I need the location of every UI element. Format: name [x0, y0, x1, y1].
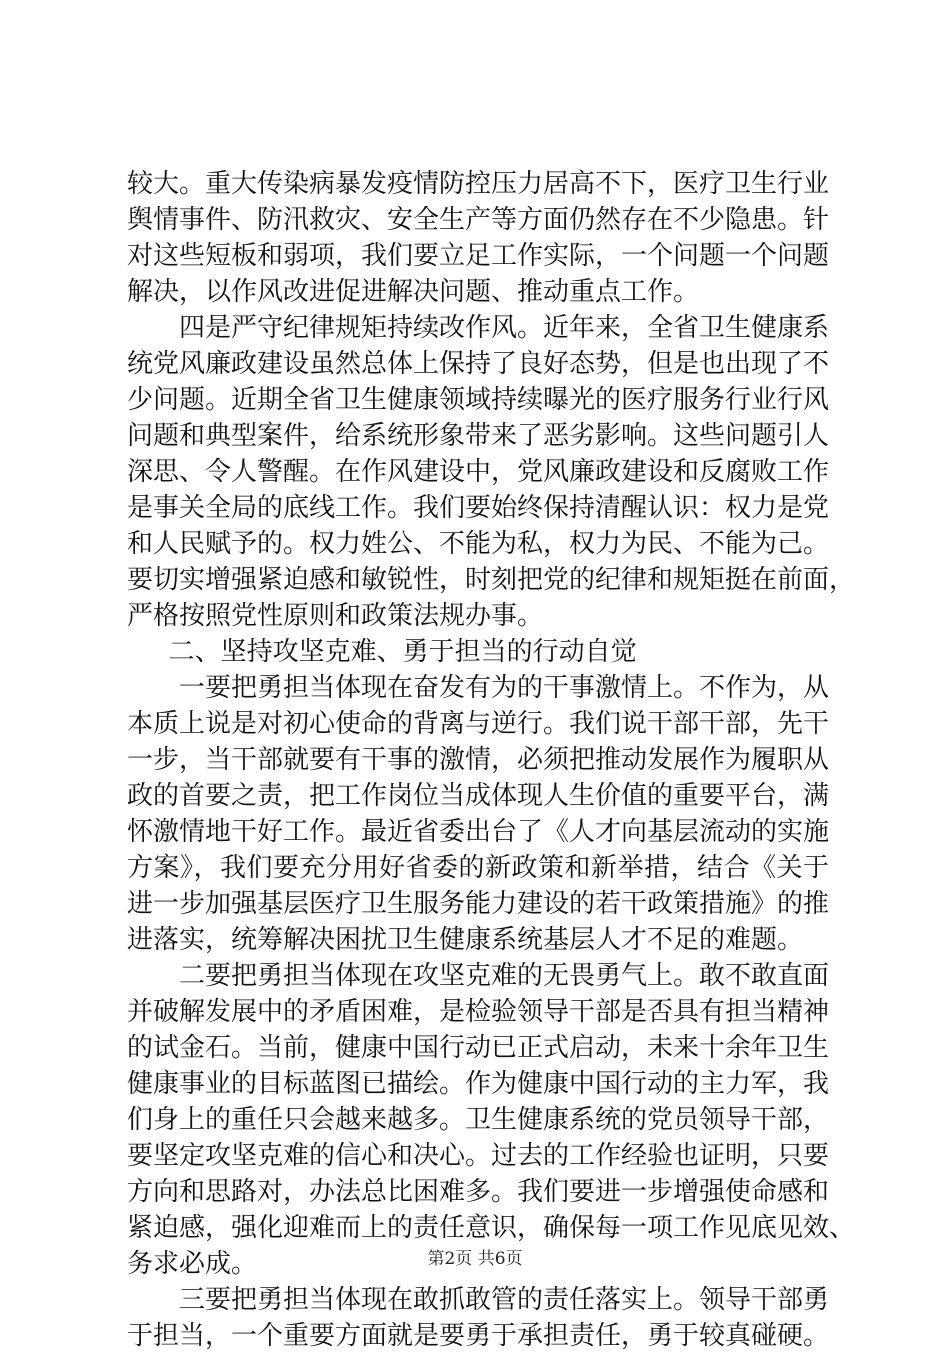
text-line: 的试金石。当前，健康中国行动已正式启动，未来十余年卫生: [127, 1033, 830, 1063]
text-line: 四是严守纪律规矩持续改作风。近年来，全省卫生健康系: [179, 313, 830, 343]
text-line: 紧迫感，强化迎难而上的责任意识，确保每一项工作见底见效、: [127, 1213, 856, 1243]
text-line: 二要把勇担当体现在攻坚克难的无畏勇气上。敢不敢直面: [179, 961, 830, 991]
text-line: 方案》，我们要充分用好省委的新政策和新举措，结合《关于: [127, 853, 829, 883]
text-line: 和人民赋予的。权力姓公、不能为私，权力为民、不能为己。: [127, 529, 830, 559]
text-line: 进一步加强基层医疗卫生服务能力建设的若干政策措施》的推: [127, 889, 830, 919]
text-line: 解决，以作风改进促进解决问题、推动重点工作。: [127, 277, 700, 307]
text-line: 舆情事件、防汛救灾、安全生产等方面仍然存在不少隐患。针: [127, 205, 830, 235]
text-line: 统党风廉政建设虽然总体上保持了良好态势，但是也出现了不: [127, 349, 830, 379]
text-line: 方向和思路对，办法总比困难多。我们要进一步增强使命感和: [127, 1177, 830, 1207]
text-line: 一要把勇担当体现在奋发有为的干事激情上。不作为，从: [179, 673, 830, 703]
text-line: 问题和典型案件，给系统形象带来了恶劣影响。这些问题引人: [127, 421, 830, 451]
text-line: 怀激情地干好工作。最近省委出台了《人才向基层流动的实施: [127, 817, 830, 847]
text-line: 较大。重大传染病暴发疫情防控压力居高不下，医疗卫生行业: [127, 169, 830, 199]
document-body: [127, 166, 856, 1354]
text-line: 严格按照党性原则和政策法规办事。: [127, 601, 544, 631]
text-line: 少问题。近期全省卫生健康领域持续曝光的医疗服务行业行风: [127, 385, 830, 415]
text-line: 要切实增强紧迫感和敏锐性，时刻把党的纪律和规矩挺在前面，: [127, 565, 856, 595]
text-line: 并破解发展中的矛盾困难，是检验领导干部是否具有担当精神: [127, 997, 830, 1027]
page-footer: 第2页 共6页: [427, 1249, 523, 1269]
text-line: 二、坚持攻坚克难、勇于担当的行动自觉: [168, 637, 637, 667]
text-line: 三要把勇担当体现在敢抓敢管的责任落实上。领导干部勇: [179, 1285, 830, 1315]
text-line: 健康事业的目标蓝图已描绘。作为健康中国行动的主力军，我: [127, 1069, 830, 1099]
text-line: 务求必成。: [127, 1249, 258, 1279]
text-line: 本质上说是对初心使命的背离与逆行。我们说干部干部，先干: [127, 709, 830, 739]
text-line: 对这些短板和弱项，我们要立足工作实际，一个问题一个问题: [127, 241, 830, 271]
text-line: 要坚定攻坚克难的信心和决心。过去的工作经验也证明，只要: [127, 1141, 830, 1171]
text-line: 政的首要之责，把工作岗位当成体现人生价值的重要平台，满: [127, 781, 830, 811]
text-line: 于担当，一个重要方面就是要勇于承担责任，勇于较真碰硬。: [127, 1321, 830, 1351]
text-line: 们身上的重任只会越来越多。卫生健康系统的党员领导干部，: [127, 1105, 830, 1135]
text-line: 一步，当干部就要有干事的激情，必须把推动发展作为履职从: [127, 745, 830, 775]
text-line: 进落实，统筹解决困扰卫生健康系统基层人才不足的难题。: [127, 925, 804, 955]
text-line: 是事关全局的底线工作。我们要始终保持清醒认识：权力是党: [127, 493, 830, 523]
text-line: 深思、令人警醒。在作风建设中，党风廉政建设和反腐败工作: [127, 457, 830, 487]
